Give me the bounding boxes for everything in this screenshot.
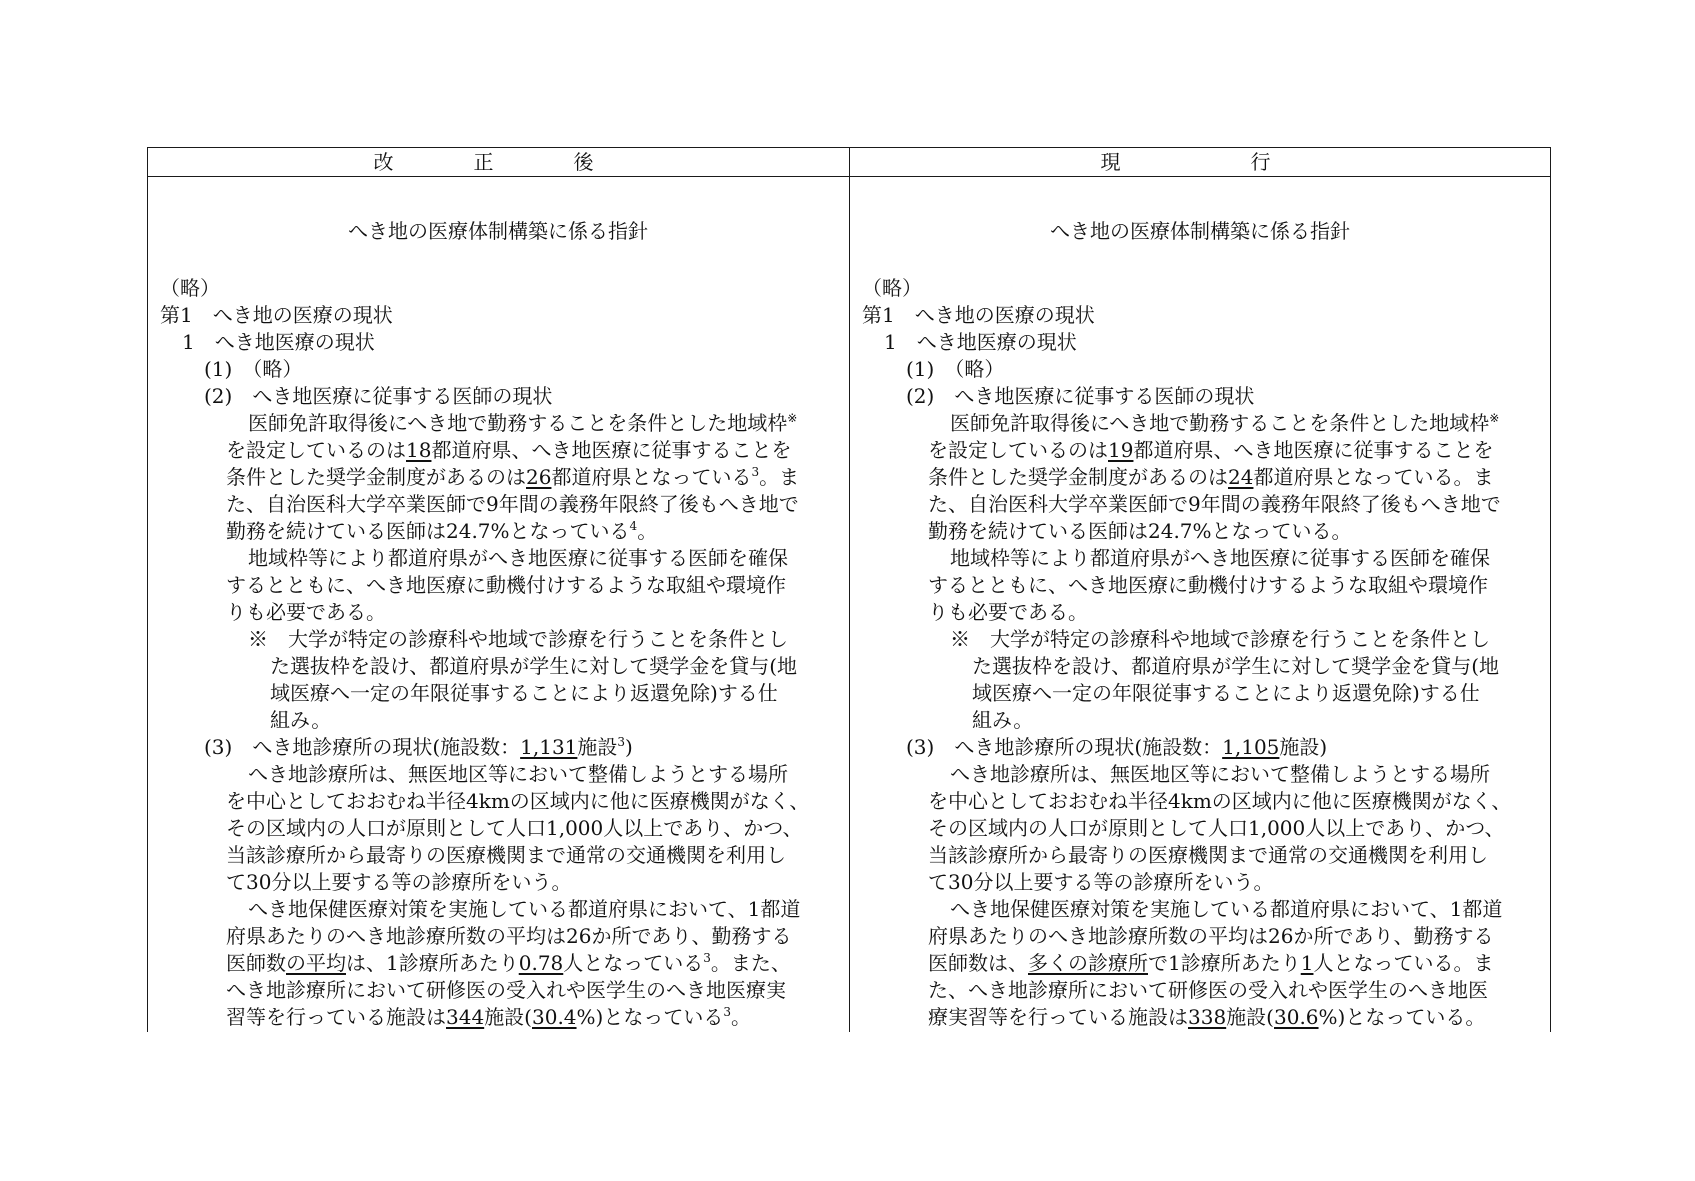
document-title: へき地の医療体制構築に係る指針	[1050, 219, 1350, 243]
footnote-mark: 4	[629, 519, 638, 533]
text-line: を中心としておおむね半径4kmの区域内に他に医療機関がなく、	[226, 789, 810, 813]
footnote-mark: 3	[617, 735, 626, 749]
amended-value: 0.78	[518, 951, 564, 975]
footnote-mark: 3	[723, 1005, 731, 1019]
text-line: りも必要である。	[928, 600, 1088, 624]
amended-value: 26	[526, 465, 552, 489]
text-line: 療実習等を行っている施設は338施設(30.6%)となっている。	[928, 1005, 1486, 1029]
text-line: （略）	[160, 276, 220, 300]
header-current: 現 行	[1100, 150, 1301, 174]
footnote-mark: ※	[787, 411, 798, 425]
note-line: た選抜枠を設け、都道府県が学生に対して奨学金を貸与(地	[270, 654, 798, 678]
text-line: 府県あたりのへき地診療所数の平均は26か所であり、勤務する	[226, 924, 792, 948]
text-line: 勤務を続けている医師は24.7%となっている。	[928, 519, 1352, 543]
text-line: 医師免許取得後にへき地で勤務することを条件とした地域枠※	[248, 411, 798, 435]
text-line: 条件とした奨学金制度があるのは24都道府県となっている。ま	[928, 465, 1494, 489]
note-line: 組み。	[972, 708, 1034, 732]
item-heading: (1) （略）	[204, 357, 303, 381]
amended-value: 1,131	[520, 735, 578, 759]
amended-value: 338	[1188, 1005, 1227, 1029]
item-heading: (2) へき地医療に従事する医師の現状	[906, 384, 1255, 408]
footnote-mark: 3	[751, 465, 760, 479]
text-line: 習等を行っている施設は344施設(30.4%)となっている$^3$。	[226, 1005, 751, 1029]
item-heading: (3) へき地診療所の現状(施設数：1,131施設$^3$)	[204, 735, 633, 759]
text-line: へき地診療所は、無医地区等において整備しようとする場所	[248, 762, 788, 786]
text-line: 府県あたりのへき地診療所数の平均は26か所であり、勤務する	[928, 924, 1494, 948]
text-line: を設定しているのは19都道府県、へき地医療に従事することを	[928, 438, 1494, 462]
amended-value: 18	[406, 438, 432, 462]
note-line: た選抜枠を設け、都道府県が学生に対して奨学金を貸与(地	[972, 654, 1500, 678]
text-line: を設定しているのは18都道府県、へき地医療に従事することを	[226, 438, 792, 462]
text-line: 勤務を続けている医師は24.7%となっている$^4$。	[226, 519, 658, 543]
amended-value: 1,105	[1222, 735, 1280, 759]
text-line: （略）	[862, 276, 922, 300]
document-title: へき地の医療体制構築に係る指針	[348, 219, 648, 243]
text-line: 医師数は、多くの診療所で1診療所あたり1人となっている。ま	[928, 951, 1494, 975]
note-line: 組み。	[270, 708, 332, 732]
text-line: た、自治医科大学卒業医師で9年間の義務年限終了後もへき地で	[226, 492, 799, 516]
item-heading: (1) （略）	[906, 357, 1005, 381]
text-line: て30分以上要する等の診療所をいう。	[226, 870, 572, 894]
text-line: その区域内の人口が原則として人口1,000人以上であり、かつ、	[226, 816, 803, 840]
text-line: へき地診療所は、無医地区等において整備しようとする場所	[950, 762, 1490, 786]
amended-value: 24	[1228, 465, 1254, 489]
text-line: 地域枠等により都道府県がへき地医療に従事する医師を確保	[950, 546, 1490, 570]
amended-value: 30.6	[1274, 1005, 1319, 1029]
text-line: 条件とした奨学金制度があるのは26都道府県となっている$^3$。ま	[226, 465, 800, 489]
text-line: た、へき地診療所において研修医の受入れや医学生のへき地医	[928, 978, 1488, 1002]
footnote-mark: ※	[1489, 411, 1500, 425]
text-line: するとともに、へき地医療に動機付けするような取組や環境作	[928, 573, 1488, 597]
text-line: 当該診療所から最寄りの医療機関まで通常の交通機関を利用し	[928, 843, 1488, 867]
footnote-mark: 3	[703, 951, 711, 965]
text-line: へき地保健医療対策を実施している都道府県において、1都道	[950, 897, 1503, 921]
section-heading: 第1 へき地の医療の現状	[862, 303, 1095, 327]
text-line: りも必要である。	[226, 600, 386, 624]
text-line: その区域内の人口が原則として人口1,000人以上であり、かつ、	[928, 816, 1505, 840]
text-line: 地域枠等により都道府県がへき地医療に従事する医師を確保	[248, 546, 788, 570]
subsection-heading: 1 へき地医療の現状	[182, 330, 375, 354]
text-line: へき地診療所において研修医の受入れや医学生のへき地医療実	[226, 978, 786, 1002]
revised-column	[148, 177, 848, 1032]
note-line: 域医療へ一定の年限従事することにより返還免除)する仕	[972, 681, 1480, 705]
note-line: ※ 大学が特定の診療科や地域で診療を行うことを条件とし	[248, 627, 788, 651]
section-heading: 第1 へき地の医療の現状	[160, 303, 393, 327]
amended-value: 19	[1108, 438, 1134, 462]
text-line: 医師免許取得後にへき地で勤務することを条件とした地域枠※	[950, 411, 1500, 435]
text-line: 医師数の平均は、1診療所あたり0.78人となっている$^3$。また、	[226, 951, 791, 975]
note-line: ※ 大学が特定の診療科や地域で診療を行うことを条件とし	[950, 627, 1490, 651]
text-line: 当該診療所から最寄りの医療機関まで通常の交通機関を利用し	[226, 843, 786, 867]
amended-value: 30.4	[532, 1005, 577, 1029]
subsection-heading: 1 へき地医療の現状	[884, 330, 1077, 354]
text-line: へき地保健医療対策を実施している都道府県において、1都道	[248, 897, 801, 921]
text-line: を中心としておおむね半径4kmの区域内に他に医療機関がなく、	[928, 789, 1512, 813]
text-line: するとともに、へき地医療に動機付けするような取組や環境作	[226, 573, 786, 597]
amended-value: 1	[1300, 951, 1314, 975]
header-revised: 改 正 後	[373, 150, 624, 174]
amended-value: 344	[446, 1005, 485, 1029]
amended-value: 多くの診療所	[1028, 951, 1148, 975]
text-line: て30分以上要する等の診療所をいう。	[928, 870, 1274, 894]
note-line: 域医療へ一定の年限従事することにより返還免除)する仕	[270, 681, 778, 705]
comparison-table	[147, 147, 1551, 1032]
item-heading: (3) へき地診療所の現状(施設数：1,105施設)	[906, 735, 1328, 759]
current-column	[850, 177, 1550, 1032]
amended-value: の平均	[286, 951, 346, 975]
text-line: た、自治医科大学卒業医師で9年間の義務年限終了後もへき地で	[928, 492, 1501, 516]
item-heading: (2) へき地医療に従事する医師の現状	[204, 384, 553, 408]
